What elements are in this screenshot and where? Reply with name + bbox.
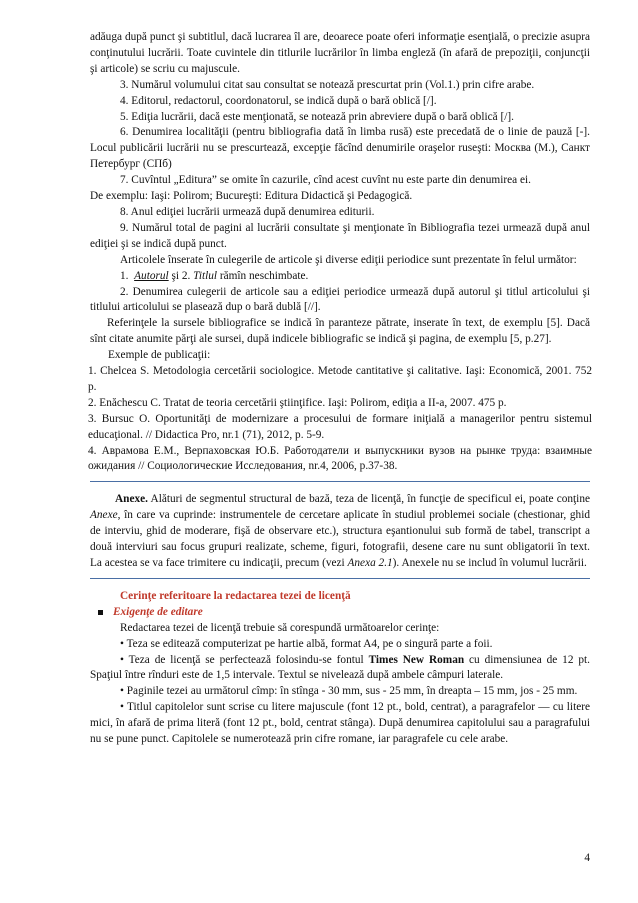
text: , în care va cuprinde: instrumentele de cercetare aplicate în studiul problemei sociale (chestionar, ghid de interviu, ghid de moderare, fişă de observare etc.), structura eşantionului sub formă de tabel, transcript a două interviuri sau focus grupuri realizate, scheme, figuri, fotografii, desene care nu sunt obligatorii în text. La acestea se va face trimitere cu indicaţii, precum (vezi — [90, 509, 590, 569]
text: Autorul — [134, 269, 169, 282]
document-page — [90, 30, 590, 748]
page-number: 4 — [584, 852, 590, 864]
paragraph: De exemplu: Iaşi: Polirom; Bucureşti: Editura Didactică şi Pedagogică. — [90, 190, 413, 203]
subsection-heading — [90, 605, 590, 621]
bibliography-item: 3. Bursuc O. Oportunităţi de modernizare a procesului de formare iniţială a managerilor pentru sistemul educaţional. // Didactica Pro, nr.1 (71), 2012, p. 5-9. — [88, 412, 592, 441]
paragraph: 9. Numărul total de pagini al lucrării consultate şi menţionate în Bibliografia tezei urmează după anul ediţiei şi se indică după punct. — [90, 221, 590, 250]
paragraph: 6. Denumirea localităţii (pentru bibliografia dată în limba rusă) este precedată de o linie de pauză [-]. Locul publicării lucrării nu se prescurtează, excepţie făcînd denumirile oraşelor ruseşti: Москва (М.), Санкт Петербург (СПб) — [90, 126, 590, 171]
anexa-reference: Anexa 2.1 — [347, 557, 393, 569]
text: Anexe — [90, 509, 118, 522]
paragraph: • Paginile tezei au următorul cîmp: în stînga - 30 mm, sus - 25 mm, în dreapta – 15 mm, jos - 25 mm. — [120, 685, 578, 698]
paragraph: 8. Anul ediţiei lucrării urmează după denumirea editurii. — [120, 205, 375, 218]
text: • Teza de licenţă se perfectează folosindu-se fontul — [120, 653, 369, 666]
paragraph: 2. Denumirea culegerii de articole sau a ediţiei periodice urmează după autorul şi titlul articolului şi titlului articolului se plasează dup o bară dublă [//]. — [90, 285, 590, 314]
bibliography-item: 4. Аврамова Е.М., Верпаховская Ю.Б. Работодатели и выпускники вузов на рынке труда: взаимные ожидания // Социологические Исследования, nr.4, 2006, p.37-38. — [88, 444, 592, 473]
bibliography-item: 1. Chelcea S. Metodologia cercetării sociologice. Metode cantitative şi calitative. Iaşi: Economică, 2001. 752 p. — [88, 365, 592, 393]
text: Titlul — [193, 269, 218, 282]
paragraph: Redactarea tezei de licenţă trebuie să corespundă următoarelor cerinţe: — [120, 621, 440, 634]
anexe-paragraph — [90, 492, 590, 572]
section-heading: Cerinţe referitoare la redactarea tezei de licenţă — [120, 589, 351, 602]
text: şi 2. — [168, 269, 194, 282]
paragraph — [90, 269, 590, 285]
text: ). Anexele nu se includ în volumul lucrării. — [392, 557, 587, 569]
paragraph: Referinţele la sursele bibliografice se indică în paranteze pătrate, inserate în text, de exemplu [5]. Dacă sînt citate anumite părţi ale sursei, după indicele bibliografic se indică şi pagina, de exemplu [5, p.27]. — [90, 317, 590, 346]
square-bullet-icon — [98, 610, 103, 615]
font-name: Times New Roman — [368, 653, 465, 666]
paragraph: 4. Editorul, redactorul, coordonatorul, se indică după o bară oblică [/]. — [120, 94, 437, 107]
subsection-heading-label: Exigenţe de editare — [113, 605, 203, 618]
paragraph: Articolele înserate în culegerile de articole şi diverse ediţii periodice sunt prezentate în felul următor: — [120, 253, 577, 266]
text: Alături de segmentul structural de bază, teza de licenţă, în funcţie de specificul ei, poate conţine — [147, 493, 590, 506]
text: cu dimensiunea de 12 pt. Spaţiul între rînduri este de 1,5 intervale. Textul se nivelează după ambele câmpuri laterale. — [90, 653, 590, 682]
paragraph — [90, 653, 590, 685]
paragraph: adăuga după punct şi subtitlul, dacă lucrarea îl are, deoarece poate oferi informaţie esenţială, o precizie asupra conţinutului lucrării. Toate cuvintele din titlurile lucrărilor în limba engleză (în afară de prepoziţii, conjuncţii şi articole) se scriu cu majuscule. — [90, 31, 590, 75]
text: rămîn neschimbate. — [217, 269, 309, 282]
text: 1. — [120, 269, 129, 282]
anexe-label: Anexe. — [115, 493, 148, 506]
paragraph: 3. Numărul volumului citat sau consultat se notează prescurtat prin (Vol.1.) prin cifre arabe. — [120, 78, 535, 91]
paragraph: • Titlul capitolelor sunt scrise cu litere majuscule (font 12 pt., bold, centrat), a paragrafelor — cu litere mici, în afară de prima literă (font 12 pt., bold, centrat stânga). După denumirea capitolului sau a paragrafului nu se pune punct. Capitolele se numerotează prin cifre romane, iar paragrafele cu cele arabe. — [90, 701, 590, 746]
paragraph: 7. Cuvîntul „Editura” se omite în cazurile, cînd acest cuvînt nu este parte din denumirea ei. — [120, 174, 531, 187]
paragraph: Exemple de publicaţii: — [108, 349, 211, 362]
bibliography-item: 2. Enăchescu C. Tratat de teoria cercetării ştiinţifice. Iaşi: Polirom, ediţia a II-a, 2007. 475 p. — [88, 396, 507, 409]
paragraph: 5. Ediţia lucrării, dacă este menţionată, se notează prin abreviere după o bară oblică [/]. — [120, 110, 514, 123]
paragraph: • Teza se editează computerizat pe hartie albă, format A4, pe o singură parte a foii. — [120, 637, 493, 650]
